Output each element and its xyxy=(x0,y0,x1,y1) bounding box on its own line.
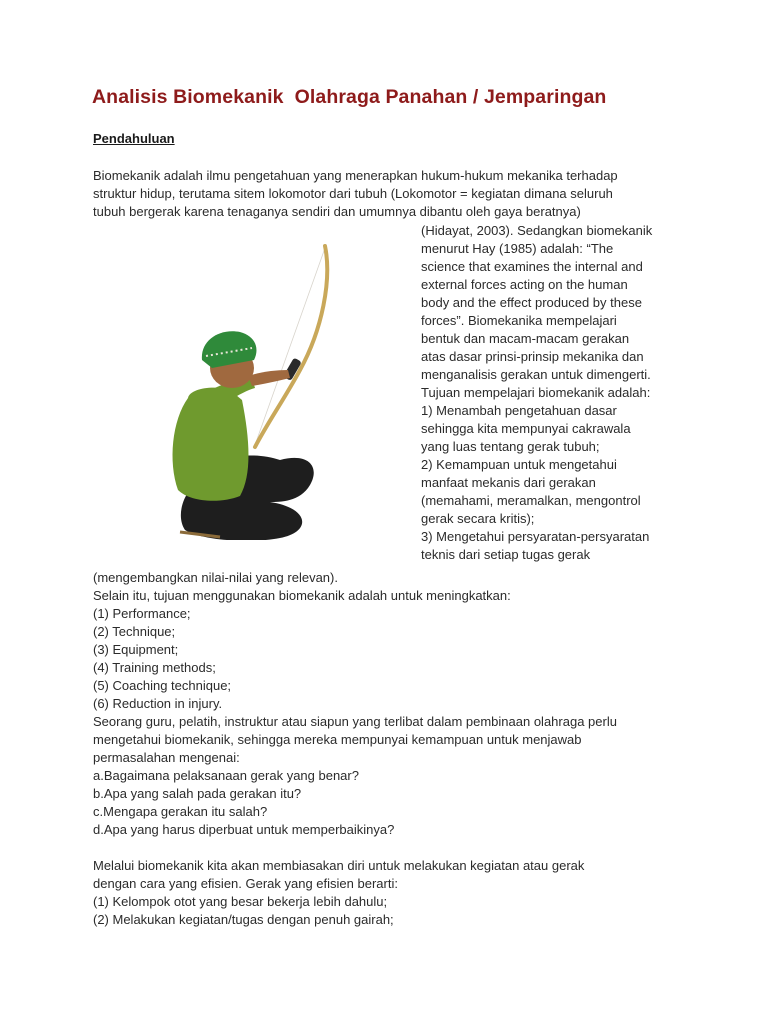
text-line: (Hidayat, 2003). Sedangkan biomekanik xyxy=(421,223,653,238)
list-item: (6) Reduction in injury. xyxy=(93,696,223,711)
list-item: b.Apa yang salah pada gerakan itu? xyxy=(93,786,302,801)
text-line: menganalisis gerakan untuk dimengerti. xyxy=(421,367,651,382)
text-line: science that examines the internal and xyxy=(421,259,643,274)
bow xyxy=(255,246,327,447)
text-line: bentuk dan macam-macam gerakan xyxy=(421,331,630,346)
text-line: manfaat mekanis dari gerakan xyxy=(421,475,596,490)
text-line: 1) Menambah pengetahuan dasar xyxy=(421,403,617,418)
text-line: Tujuan mempelajari biomekanik adalah: xyxy=(421,385,651,400)
body-text xyxy=(93,569,713,929)
text-line: 3) Mengetahui persyaratan-persyaratan xyxy=(421,529,650,544)
bow-string xyxy=(255,248,325,445)
arm xyxy=(248,370,290,386)
list-item: (5) Coaching technique; xyxy=(93,678,232,693)
list-item: a.Bagaimana pelaksanaan gerak yang benar? xyxy=(93,768,359,783)
text-line: Biomekanik adalah ilmu pengetahuan yang menerapkan hukum-hukum mekanika terhadap xyxy=(93,168,618,183)
text-line: permasalahan mengenai: xyxy=(93,750,240,765)
text-line: Seorang guru, pelatih, instruktur atau siapun yang terlibat dalam pembinaan olahraga perlu xyxy=(93,714,617,729)
text-line: atas dasar prinsi-prinsip mekanika dan xyxy=(421,349,644,364)
list-item: (2) Melakukan kegiatan/tugas dengan penuh gairah; xyxy=(93,912,394,927)
list-item: (1) Performance; xyxy=(93,606,191,621)
text-line: dengan cara yang efisien. Gerak yang efisien berarti: xyxy=(93,876,398,891)
text-line: sehingga kita mempunyai cakrawala xyxy=(421,421,631,436)
list-item: c.Mengapa gerakan itu salah? xyxy=(93,804,268,819)
intro-paragraph xyxy=(93,167,693,221)
side-paragraph xyxy=(421,222,721,564)
text-line: menurut Hay (1985) adalah: “The xyxy=(421,241,614,256)
text-line: Selain itu, tujuan menggunakan biomekanik adalah untuk meningkatkan: xyxy=(93,588,511,603)
text-line: tubuh bergerak karena tenaganya sendiri dan umumnya dibantu oleh gaya beratnya) xyxy=(93,204,581,219)
text-line: mengetahui biomekanik, sehingga mereka mempunyai kemampuan untuk menjawab xyxy=(93,732,582,747)
text-line: body and the effect produced by these xyxy=(421,295,642,310)
text-line: external forces acting on the human xyxy=(421,277,628,292)
text-line: (mengembangkan nilai-nilai yang relevan). xyxy=(93,570,338,585)
text-line: (memahami, meramalkan, mengontrol xyxy=(421,493,641,508)
page-title: Analisis Biomekanik Olahraga Panahan / Jemparingan xyxy=(92,86,607,108)
list-item: d.Apa yang harus diperbuat untuk memperbaikinya? xyxy=(93,822,395,837)
list-item: (1) Kelompok otot yang besar bekerja lebih dahulu; xyxy=(93,894,388,909)
list-item: (2) Technique; xyxy=(93,624,176,639)
text-line: struktur hidup, terutama sitem lokomotor dari tubuh (Lokomotor = kegiatan dimana seluruh xyxy=(93,186,613,201)
paragraph-gap xyxy=(93,839,713,857)
text-line: 2) Kemampuan untuk mengetahui xyxy=(421,457,617,472)
text-line: Melalui biomekanik kita akan membiasakan diri untuk melakukan kegiatan atau gerak xyxy=(93,858,585,873)
text-line: gerak secara kritis); xyxy=(421,511,535,526)
text-line: forces”. Biomekanika mempelajari xyxy=(421,313,617,328)
list-item: (3) Equipment; xyxy=(93,642,179,657)
list-item: (4) Training methods; xyxy=(93,660,216,675)
text-line: yang luas tentang gerak tubuh; xyxy=(421,439,600,454)
text-line: teknis dari setiap tugas gerak xyxy=(421,547,591,562)
archer-photo xyxy=(160,240,330,540)
section-heading: Pendahuluan xyxy=(93,131,175,146)
